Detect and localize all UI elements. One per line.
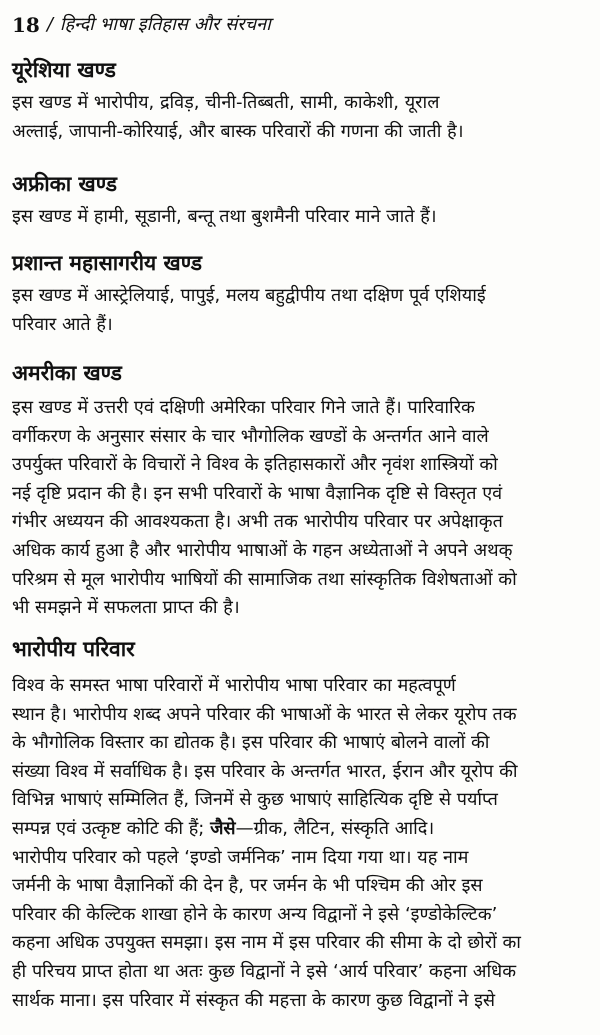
section-pacific <box>12 250 588 339</box>
header-separator: / <box>46 14 53 35</box>
section-paragraph: भारोपीय परिवार को पहले ‘इण्डो जर्मनिक’ नाम दिया गया था। यह नाम जर्मनी के भाषा वैज्ञानिकों की देन है, पर जर्मन के भी पश्चिम की ओर इस परिवार की केल्टिक शाखा होने के कारण अन्य विद्वानों ने इसे ‘इण्डोकेल्टिक’ कहना अधिक उपयुक्त समझा। इस नाम में इस परिवार की सीमा के दो छोरों का ही परिचय प्राप्त होता था अतः कुछ विद्वानों ने इसे ‘आर्य परिवार’ कहना अधिक सार्थक माना। इस परिवार में संस्कृत की महत्ता के कारण कुछ विद्वानों ने इसे <box>12 846 521 1011</box>
section-heading: अमरीका खण्ड <box>12 361 122 385</box>
section-america <box>12 360 588 623</box>
section-africa <box>12 171 588 232</box>
section-paragraph <box>12 672 588 844</box>
paragraph-text: विश्व के समस्त भाषा परिवारों में भारोपीय भाषा परिवार का महत्वपूर्ण स्थान है। भारोपीय शब्द अपने परिवार की भाषाओं के भारत से लेकर यूरोप तक के भौगोलिक विस्तार का द्योतक है। इस परिवार की भाषाएं बोलने वालों की संख्या विश्व में सर्वाधिक है। इस परिवार के अन्तर्गत भारत, ईरान और यूरोप की विभिन्न भाषाएं सम्मिलित हैं, जिनमें से कुछ भाषाएं साहित्यिक दृष्टि से पर्याप्त सम्पन्न एवं उत्कृष्ट कोटि की हैं; <box>12 675 518 839</box>
section-heading: यूरेशिया खण्ड <box>12 58 116 82</box>
paragraph-text: —ग्रीक, लैटिन, संस्कृति आदि। <box>235 817 435 839</box>
section-paragraph: इस खण्ड में भारोपीय, द्रविड़, चीनी-तिब्बती, सामी, काकेशी, यूराल अल्ताई, जापानी-कोरियाई, और बास्क परिवारों की गणना की जाती है। <box>12 92 464 142</box>
section-paragraph: इस खण्ड में उत्तरी एवं दक्षिणी अमेरिका परिवार गिने जाते हैं। पारिवारिक वर्गीकरण के अनुसार संसार के चार भौगोलिक खण्डों के अन्तर्गत आने वाले उपर्युक्त परिवारों के विचारों ने विश्व के इतिहासकारों और नृवंश शास्त्रियों को नई दृष्टि प्रदान की है। इन सभी परिवारों के भाषा वैज्ञानिक दृष्टि से विस्तृत एवं गंभीर अध्ययन की आवश्यकता है। अभी तक भारोपीय परिवार पर अपेक्षाकृत अधिक कार्य हुआ है और भारोपीय भाषाओं के गहन अध्येताओं ने अपने अथक् परिश्रम से मूल भारोपीय भाषियों की सामाजिक तथा सांस्कृतिक विशेषताओं को भी समझने में सफलता प्राप्त की है। <box>12 397 517 619</box>
running-title: हिन्दी भाषा इतिहास और संरचना <box>59 14 271 35</box>
section-paragraph: इस खण्ड में आस्ट्रेलियाई, पापुई, मलय बहुद्वीपीय तथा दक्षिण पूर्व एशियाई परिवार आते हैं। <box>12 285 486 335</box>
section-heading: भारोपीय परिवार <box>12 637 135 661</box>
section-paragraph: इस खण्ड में हामी, सूडानी, बन्तू तथा बुशमैनी परिवार माने जाते हैं। <box>12 206 437 227</box>
page-number: 18 <box>12 13 40 37</box>
running-header <box>12 8 271 42</box>
section-heading: प्रशान्त महासागरीय खण्ड <box>12 251 202 275</box>
example-label: जैसे <box>210 817 236 839</box>
section-heading: अफ्रीका खण्ड <box>12 172 117 196</box>
section-indo-european <box>12 636 588 1015</box>
section-eurasia <box>12 57 588 146</box>
